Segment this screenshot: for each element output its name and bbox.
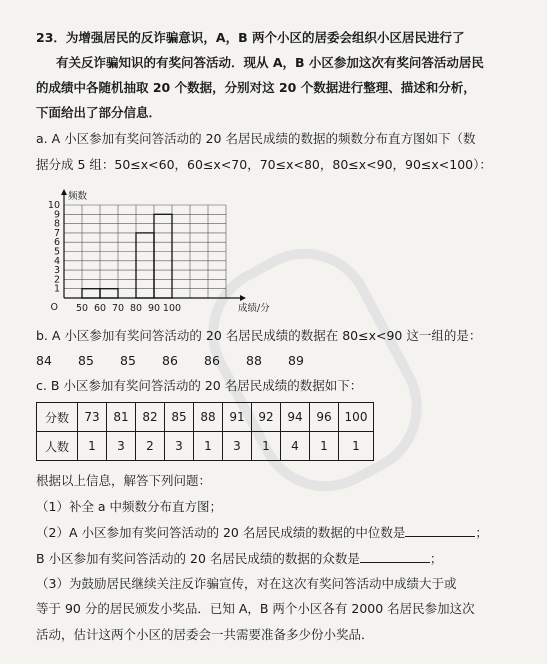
table-cell: 81 [107,403,136,432]
table-cell: 91 [223,403,252,432]
table-cell: 100 [339,403,374,432]
problem-line-3: 的成绩中各随机抽取 20 个数据，分别对这 20 个数据进行整理、描述和分析， [36,80,476,95]
y-tick-label: 4 [53,255,60,267]
table-cell: 3 [223,432,252,461]
table-cell: 4 [281,432,310,461]
question-3-line-1: （3）为鼓励居民继续关注反诈骗宣传，对在这次有奖问答活动中成绩大于或 [36,576,457,591]
question-2a-text: （2）A 小区参加有奖问答活动的 20 名居民成绩的数据的中位数是 [36,525,406,540]
part-a-line-2: 据分成 5 组：50≤x<60，60≤x<70，70≤x<80，80≤x<90，90≤x<100）： [36,157,492,172]
frequency-histogram [28,186,270,316]
x-axis-label: 成绩/分 [238,303,270,314]
y-tick-label: 10 [47,200,60,211]
histogram-bar [154,214,172,298]
answer-blank-median[interactable] [405,524,475,537]
x-axis-arrow [240,295,246,301]
value-item: 86 [204,353,220,368]
question-2b [36,550,442,567]
table-row-scores [37,403,374,432]
table-cell: 3 [165,432,194,461]
value-item: 85 [78,353,94,368]
table-cell: 85 [165,403,194,432]
y-tick-label: 8 [53,218,60,230]
y-tick-label: 1 [53,283,60,295]
x-tick-label: 90 [147,303,161,314]
table-cell: 82 [136,403,165,432]
table-cell: 3 [107,432,136,461]
problem-line-4: 下面给出了部分信息． [36,105,162,120]
x-tick-label: 50 [75,303,89,314]
table-row-counts [37,432,374,461]
table-cell: 1 [310,432,339,461]
value-item: 89 [288,353,304,368]
table-cell: 1 [339,432,374,461]
y-tick-label: 3 [53,265,60,277]
value-item: 84 [36,353,52,368]
y-tick-label: 7 [53,227,60,239]
score-table [36,402,374,461]
histogram-bar [100,289,118,298]
question-3-line-3: 活动，估计这两个小区的居委会一共需要准备多少份小奖品． [36,627,374,642]
y-axis-label: 频数 [68,191,88,202]
y-tick-label: 9 [53,209,60,221]
table-cell: 2 [136,432,165,461]
row-header-count: 人数 [37,432,78,461]
table-cell: 92 [252,403,281,432]
y-tick-label: 2 [53,274,60,286]
histogram-bar [136,233,154,298]
question-2b-text: B 小区参加有奖问答活动的 20 名居民成绩的数据的众数是 [36,551,360,566]
y-tick-label: 5 [53,246,60,258]
y-tick-label: 6 [53,237,60,249]
question-3-line-2: 等于 90 分的居民颁发小奖品．已知 A，B 两个小区各有 2000 名居民参加这次 [36,601,475,616]
questions-intro: 根据以上信息，解答下列问题： [36,473,212,488]
part-b-title: b. A 小区参加有奖问答活动的 20 名居民成绩的数据在 80≤x<90 这一组的是： [36,328,482,343]
value-item: 86 [162,353,178,368]
table-cell: 1 [252,432,281,461]
x-tick-label: 70 [111,303,125,314]
problem-line-2: 有关反诈骗知识的有奖问答活动．现从 A，B 小区参加这次有奖问答活动居民 [56,55,484,70]
problem-line-1: 23．为增强居民的反诈骗意识，A，B 两个小区的居委会组织小区居民进行了 [36,30,465,45]
table-cell: 1 [78,432,107,461]
table-cell: 1 [194,432,223,461]
question-1: （1）补全 a 中频数分布直方图； [36,499,223,514]
value-item: 88 [246,353,262,368]
part-a-line-1: a. A 小区参加有奖问答活动的 20 名居民成绩的数据的频数分布直方图如下（数 [36,131,476,146]
x-tick-label: 80 [129,303,143,314]
table-cell: 94 [281,403,310,432]
row-header-score: 分数 [37,403,78,432]
origin-label: O [50,302,58,313]
x-tick-label: 100 [162,303,182,314]
question-2b-end: ； [429,551,443,566]
histogram-bar [82,289,100,298]
answer-blank-mode[interactable] [360,550,430,563]
y-axis-arrow [61,189,67,195]
question-2a [36,524,488,541]
question-2a-end: ； [475,525,488,540]
part-c-title: c. B 小区参加有奖问答活动的 20 名居民成绩的数据如下： [36,378,363,393]
value-item: 85 [120,353,136,368]
table-cell: 88 [194,403,223,432]
x-tick-label: 60 [93,303,107,314]
table-cell: 96 [310,403,339,432]
table-cell: 73 [78,403,107,432]
